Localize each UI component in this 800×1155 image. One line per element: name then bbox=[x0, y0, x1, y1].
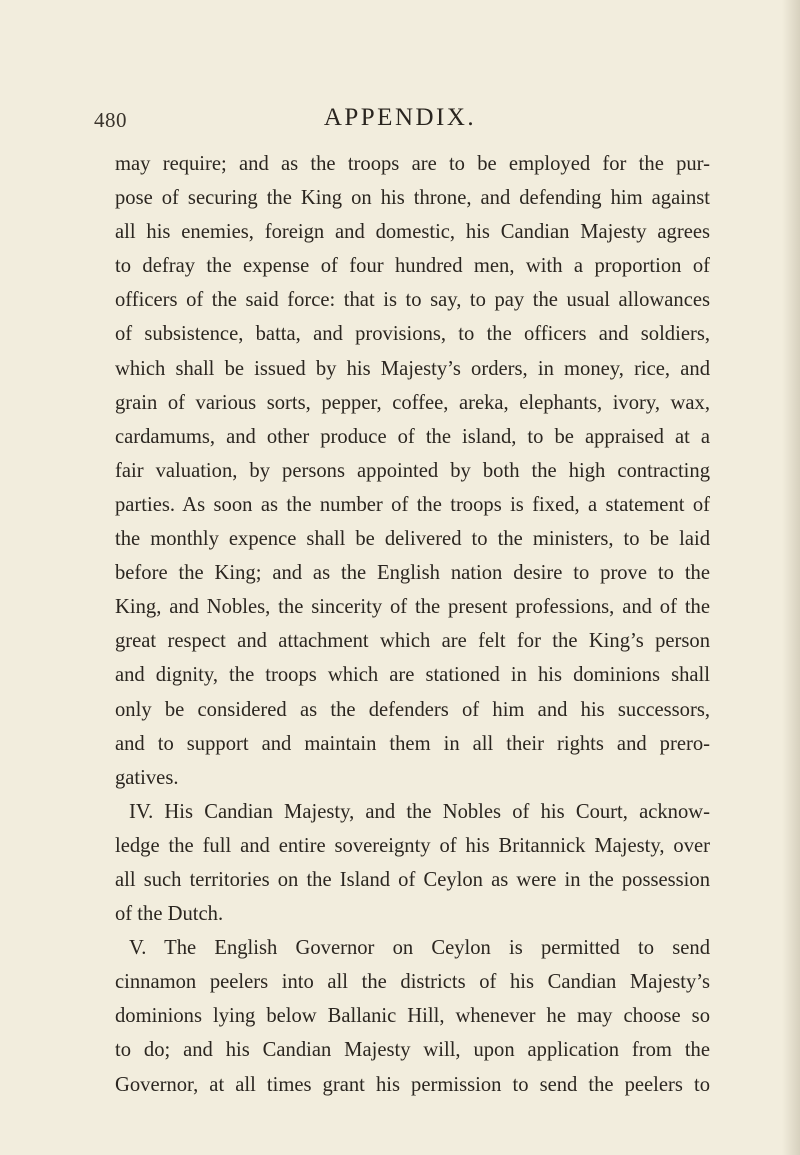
page-edge-shadow bbox=[782, 0, 800, 1155]
text-line: fair valuation, by persons appointed by both the high contracting bbox=[115, 459, 710, 482]
page-number: 480 bbox=[94, 108, 127, 132]
text-line: IV. His Candian Majesty, and the Nobles of his Court, acknow- bbox=[129, 800, 710, 823]
text-line: cardamums, and other produce of the island, to be appraised at a bbox=[115, 425, 710, 448]
running-head-title: APPENDIX. bbox=[323, 104, 477, 131]
text-line: the monthly expence shall be delivered to the ministers, to be laid bbox=[115, 528, 710, 551]
text-line: only be considered as the defenders of him and his successors, bbox=[115, 698, 710, 721]
body-text bbox=[115, 147, 710, 1102]
text-line: which shall be issued by his Majesty’s orders, in money, rice, and bbox=[115, 357, 710, 380]
text-line: all his enemies, foreign and domestic, his Candian Majesty agrees bbox=[115, 221, 710, 244]
text-line: before the King; and as the English nation desire to prove to the bbox=[115, 562, 710, 585]
text-line: King, and Nobles, the sincerity of the present professions, and of the bbox=[115, 596, 710, 619]
text-line: to defray the expense of four hundred men, with a proportion of bbox=[115, 255, 710, 278]
text-line: all such territories on the Island of Ceylon as were in the possession bbox=[115, 868, 710, 891]
text-line: may require; and as the troops are to be employed for the pur- bbox=[115, 153, 710, 175]
text-line: parties. As soon as the number of the troops is fixed, a statement of bbox=[115, 493, 710, 516]
text-line: grain of various sorts, pepper, coffee, areka, elephants, ivory, wax, bbox=[115, 391, 710, 414]
text-line: Governor, at all times grant his permission to send the peelers to bbox=[115, 1073, 710, 1096]
text-line: and to support and maintain them in all their rights and prero- bbox=[115, 732, 710, 755]
text-line: gatives. bbox=[115, 766, 179, 789]
text-line: to do; and his Candian Majesty will, upon application from the bbox=[115, 1039, 710, 1062]
text-line: cinnamon peelers into all the districts of his Candian Majesty’s bbox=[115, 971, 710, 994]
text-line: ledge the full and entire sovereignty of his Britannick Majesty, over bbox=[115, 834, 710, 857]
text-line: of subsistence, batta, and provisions, to the officers and soldiers, bbox=[115, 323, 710, 346]
text-line: dominions lying below Ballanic Hill, whenever he may choose so bbox=[115, 1005, 710, 1028]
text-line: V. The English Governor on Ceylon is permitted to send bbox=[129, 937, 710, 960]
text-line: pose of securing the King on his throne, and defending him against bbox=[115, 187, 710, 210]
text-line: and dignity, the troops which are stationed in his dominions shall bbox=[115, 664, 710, 687]
text-line: of the Dutch. bbox=[115, 903, 224, 926]
text-line: great respect and attachment which are felt for the King’s person bbox=[115, 630, 710, 653]
text-line: officers of the said force: that is to say, to pay the usual allowances bbox=[115, 289, 710, 312]
